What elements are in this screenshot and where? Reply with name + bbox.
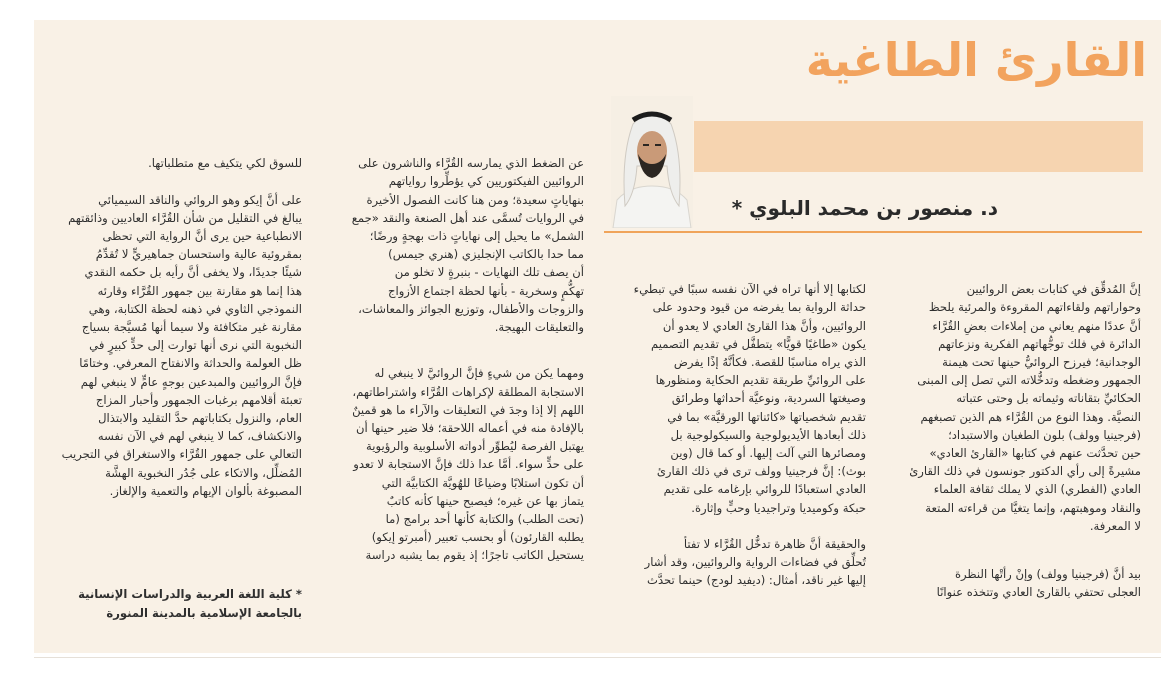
article-column-3 bbox=[322, 136, 584, 634]
author-affiliation-note: * كلية اللغة العربية والدراسات الإنسانية بالجامعة الإسلامية بالمدينة المنورة bbox=[78, 587, 302, 620]
paragraph: ومهما يكن من شيءٍ فإنَّ الروائيَّ لا ينبغي له الاستجابة المطلقة لإكراهات القُرَّاء واشتراطاتهم، اللهم إلا إذا وجدَ في التعليقات والآراء ما هو قمينٌ بالإفادة منه في أعماله اللاحقة؛ فلا ضير حينها أن يهتبل الفرصة ليُطوِّر أدواته الأسلوبية والرؤيوية على حدٍّ سواء. أمَّا عدا ذلك فإنَّ الاستجابة لا تعدو أن تكون استلابًا وضياعًا للهُويَّة الكتابيَّة التي يتماز بها عن غيره؛ فيصبح حينها كأنه كاتبٌ (تحت الطلب) والكتابة كأنها أحد برامج (ما يطلبه القارئون) أو بحسب تعبير (أمبرتو إيكو) يستحيل الكاتب تاجرًا؛ إذ يقوم بما يشبه دراسة bbox=[352, 366, 584, 563]
paragraph: بيد أنَّ (فرجينيا وولف) وإنْ رأتْها النظرة العجلى تحتفي بالقارئ العادي وتتخذه عنوانًا bbox=[936, 567, 1141, 600]
article-title: القارئ الطاغية bbox=[805, 33, 1147, 87]
page-bottom-rule bbox=[34, 657, 1161, 658]
article-column-1 bbox=[881, 262, 1141, 634]
paragraph: للسوق لكي يتكيف مع متطلباتها. bbox=[148, 156, 302, 171]
author-portrait-icon bbox=[611, 96, 693, 228]
paragraph: إنَّ المُدقِّق في كتابات بعض الروائيين وحواراتهم ولقاءاتهم المقروءة والمرئية يلحظ أنَّ عددًا منهم يعاني من إملاءات بعضِ القُرَّاء الدائرة في فلك توجُّهاتهم الفكرية ونزعاتهم الوجدانية؛ فيرزح الروائيُّ حينها تحت هيمنة الجمهور وضغطه وتدخُّلاته التي تصل إلى المبنى الحكائيِّ بتقاناته وثيماته بل وحتى عتباته النصيَّة. وهذا النوع من القُرَّاء هم الذين تصبغهم (فرجينيا وولف) بلون الطغيان والاستبداد؛ حين تحدَّثت عنهم في كتابها «القارئ العادي» مشيرةً إلى رأي الدكتور جونسون في ذلك القارئ العادي (الفطري) الذي لا يملك ثقافة العلماء والنقاد وموهبتهم، وإنما يتغيَّا من قراءته المتعة لا المعرفة. bbox=[909, 282, 1141, 533]
byline-divider bbox=[604, 231, 1142, 233]
paragraph: لكتابها إلا أنها تراه في الآن نفسه سببًا في تبطيء حداثة الرواية بما يفرضه من قيود وحدود على الروائيين، وأنَّ هذا القارئ العادي لا يعدو أن يكون «طاغيًا قويًّا» يتطفَّل في تقديم التصميم الذي يراه مناسبًا للقصة. فكأنَّهُ إذًا يفرض على الروائيِّ طريقة تقديم الحكاية ومنظورها وصيغتها السردية، ونوعيَّة أحداثها وطرائق تقديم شخصياتها «كائناتها الورقيَّة» بما في ذلك أبعادها الأيديولوجية والسيكولوجية بل ومصائرها التي آلت إليها. أو كما قال (وين بوث): إنَّ فرجينيا وولف ترى في ذلك القارئ العادي استعبادًا للروائي بإرغامه على تقديم حبكة وكوميديا وتراجيديا وحبٍّ وإثارة. bbox=[633, 282, 866, 515]
author-photo bbox=[611, 96, 693, 228]
author-byline: د. منصور بن محمد البلوي * bbox=[731, 196, 998, 220]
title-accent-band bbox=[694, 121, 1143, 172]
paragraph: عن الضغط الذي يمارسه القُرَّاء والناشرون على الروائيين الفيكتوريين كي يؤطِّروا رواياتهم بنهاياتٍ سعيدة؛ ومن هنا كانت الفصول الأخيرة في الروايات تُسمَّى عند أهل الصنعة والنقد «جمع الشمل» ما يحيل إلى نهاياتٍ ذات بهجةٍ ورضًا؛ مما حدا بالكاتب الإنجليزي (هنري جيمس) أن يصف تلك النهايات - بنبرةٍ لا تخلو من تهكُّمٍ وسخرية - بأنها لحظة اجتماع الأزواج والزوجات والأطفال، وتوزيع الجوائز والمعاشات، والتعليقات البهيجة. bbox=[351, 156, 584, 335]
paragraph: والحقيقة أنَّ ظاهرة تدخُّل القُرَّاء لا تفتأ تُحلِّق في فضاءات الرواية والروائيين، وقد أشار إليها غير ناقد، أمثال: (ديفيد لودج) حينما تحدَّث bbox=[644, 537, 866, 588]
article-column-2 bbox=[604, 262, 866, 634]
paragraph: على أنَّ إيكو وهو الروائي والناقد السيميائي يبالغ في التقليل من شأن القُرَّاء العاديين وذائقتهم الانطباعية حين يرى أنَّ الرواية التي تحظى بمقروئية عالية واستحسان جماهيريٍّ لا تُقدِّمُ شيئًا جديدًا، ولا يخفى أنَّ رأيه بل حكمه النقدي هذا إنما هو مقارنة بين جمهور القُرَّاء وقارئه النموذجي الثاوي في ذهنه لحظة الكتابة، وهي مقارنة غير متكافئة ولا سيما أنها مُسيَّجة بسياج النخبوية التي نرى أنها توارت إلى حدٍّ كبيرٍ في ظل العولمة والحداثة والانفتاح المعرفي. وختامًا فإنَّ الروائيين والمبدعين بوجهٍ عامٍّ لا ينبغي لهم تعبئة أقلامهم برغبات الجمهور وأحبار المزاج العام، والنزول بكتاباتهم حدَّ التقليد والابتذال والانكشاف، كما لا ينبغي لهم في الآن نفسه التعالي على جمهور القُرَّاء والاستغراق في التجريب المُضلِّل، والاتكاء على جُدُر النخبوية الهشَّة المصبوغة بألوان الإيهام والتعمية والإلغاز. bbox=[61, 192, 302, 498]
article-column-4 bbox=[40, 136, 302, 546]
